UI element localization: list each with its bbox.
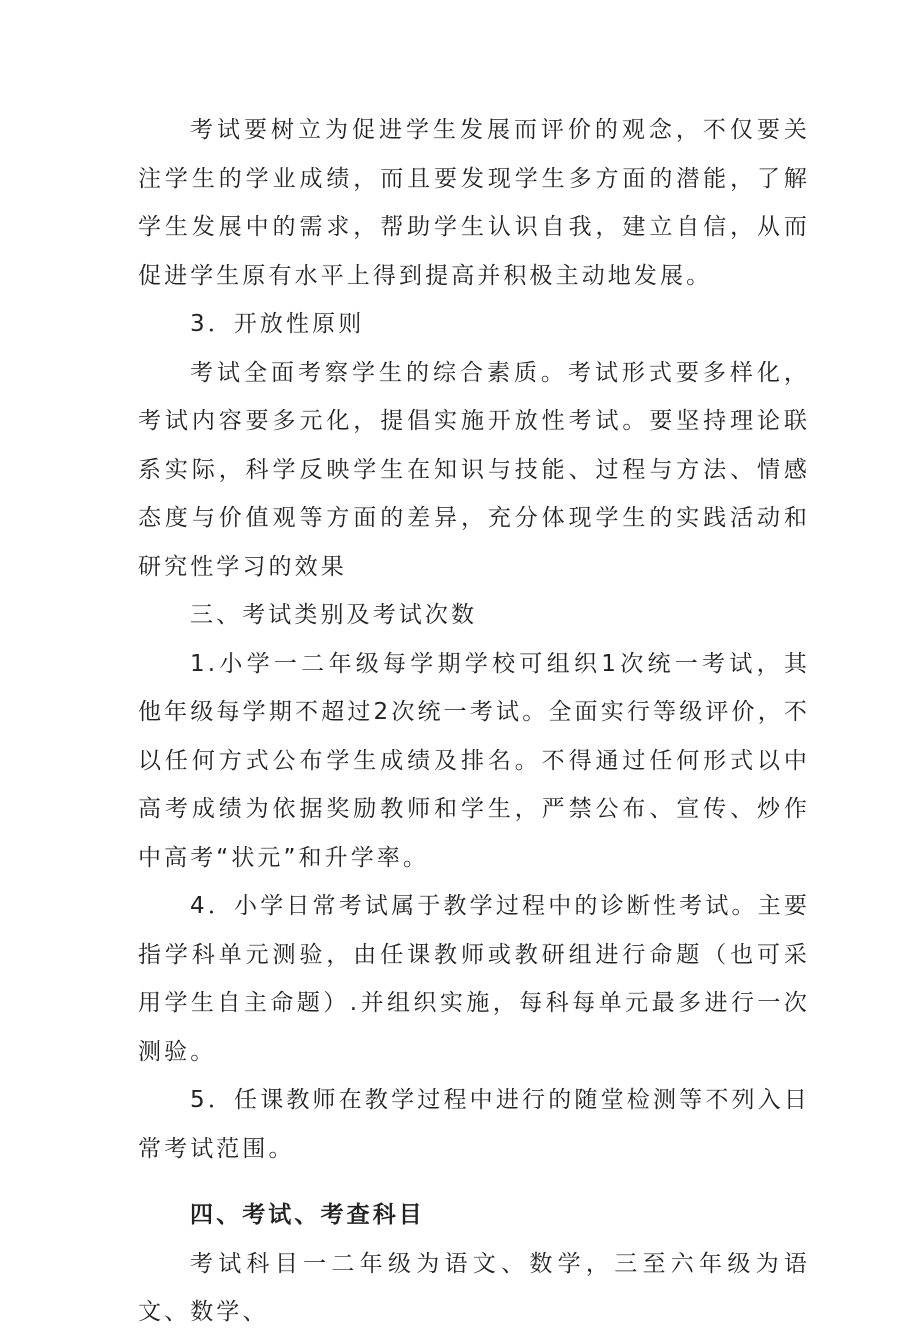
paragraph-daily-exams: 4．小学日常考试属于教学过程中的诊断性考试。主要指学科单元测验，由任课教师或教研组进行命题（也可采用学生自主命题）.并组织实施，每科每单元最多进行一次测验。 (138, 893, 810, 1065)
paragraph-exam-types-heading: 三、考试类别及考试次数 (190, 602, 478, 628)
paragraph-evaluation-concept: 考试要树立为促进学生发展而评价的观念，不仅要关注学生的学业成绩，而且要发现学生多方面的潜能，了解学生发展中的需求，帮助学生认识自我，建立自信，从而促进学生原有水平上得到提高并积极主动地发展。 (138, 117, 810, 289)
paragraph-exam-frequency: 1.小学一二年级每学期学校可组织1次统一考试，其他年级每学期不超过2次统一考试。全面实行等级评价，不以任何方式公布学生成绩及排名。不得通过任何形式以中高考成绩为依据奖励教师和学生，严禁公布、宣传、炒作中高考“状元”和升学率。 (138, 650, 810, 871)
paragraph-openness-principle: 考试全面考察学生的综合素质。考试形式要多样化，考试内容要多元化，提倡实施开放性考试。要坚持理论联系实际，科学反映学生在知识与技能、过程与方法、情感态度与价值观等方面的差异，充分体现学生的实践活动和研究性学习的效果 (138, 359, 810, 580)
document-body (138, 106, 810, 1337)
paragraph-exam-subjects: 考试科目一二年级为语文、数学，三至六年级为语文、数学、 (138, 1250, 810, 1325)
paragraph-openness-principle-title: 3．开放性原则 (190, 311, 365, 337)
paragraph-classroom-tests: 5．任课教师在教学过程中进行的随堂检测等不列入日常考试范围。 (138, 1087, 810, 1162)
section-heading-subjects: 四、考试、考查科目 (190, 1202, 425, 1228)
